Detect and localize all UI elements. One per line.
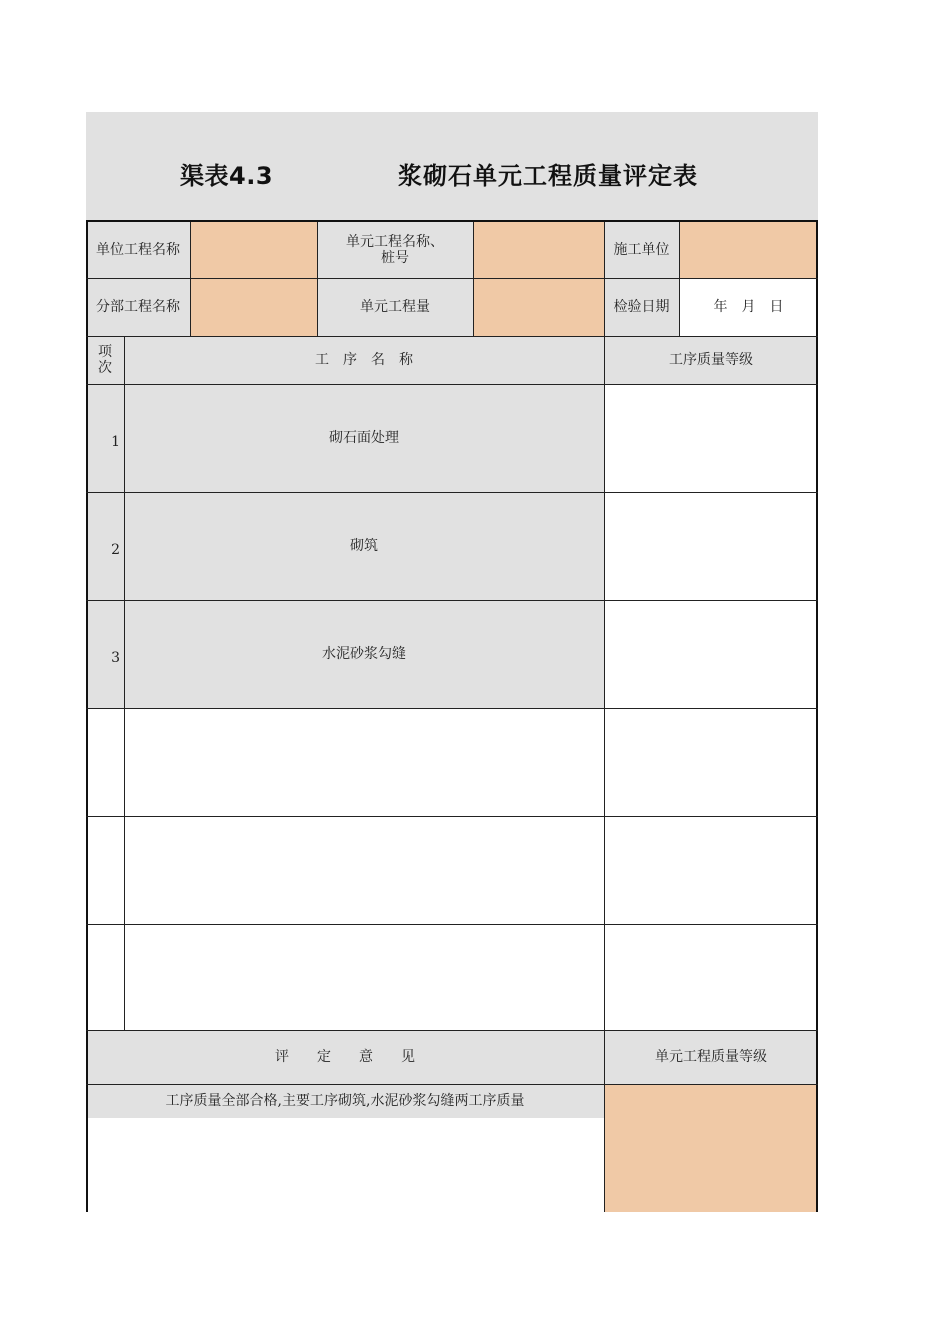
row-5-grade-input[interactable]: [604, 816, 818, 924]
inspection-date-field[interactable]: 年 月 日: [679, 278, 818, 336]
table-top-border: [86, 220, 818, 222]
row-5-process-name[interactable]: [124, 816, 604, 924]
element-quantity-input[interactable]: [473, 278, 604, 336]
element-quantity-label: 单元工程量: [317, 278, 473, 336]
form-title: 浆砌石单元工程质量评定表: [398, 162, 698, 190]
element-project-label-line1: 单元工程名称、: [346, 234, 444, 250]
grid-line: [473, 222, 474, 336]
grid-line: [86, 924, 818, 925]
row-3-process-name: 水泥砂浆勾缝: [124, 600, 604, 708]
grid-line: [86, 492, 818, 493]
row-3-grade-input[interactable]: [604, 600, 818, 708]
opinion-text: 工序质量全部合格,主要工序砌筑,水泥砂浆勾缝两工序质量: [86, 1084, 604, 1118]
form-code: 渠表4.3: [180, 162, 274, 190]
grid-line: [86, 384, 818, 385]
element-project-input[interactable]: [473, 222, 604, 278]
grid-line: [190, 222, 191, 336]
opinion-extra-area: [86, 1118, 604, 1212]
element-project-label: [317, 222, 473, 278]
element-project-label-line2: 桩号: [381, 250, 409, 266]
row-4-index: [86, 708, 124, 816]
unit-grade-label: 单元工程质量等级: [604, 1030, 818, 1084]
row-6-index: [86, 924, 124, 1030]
row-5-index: [86, 816, 124, 924]
inspection-date-label: 检验日期: [604, 278, 679, 336]
grid-line: [86, 278, 818, 279]
row-1-index: 1: [86, 384, 124, 492]
row-6-process-name[interactable]: [124, 924, 604, 1030]
row-1-process-name: 砌石面处理: [124, 384, 604, 492]
table-right-border: [816, 220, 818, 1212]
grid-line: [86, 816, 818, 817]
title-band: [86, 112, 818, 220]
index-column-header: [86, 336, 124, 384]
contractor-label: 施工单位: [604, 222, 679, 278]
row-3-index: 3: [86, 600, 124, 708]
unit-project-input[interactable]: [190, 222, 317, 278]
index-header-line1: 项: [98, 344, 112, 360]
contractor-input[interactable]: [679, 222, 818, 278]
sub-project-label: 分部工程名称: [86, 278, 190, 336]
grid-line: [86, 600, 818, 601]
grid-line: [86, 336, 818, 337]
grid-line: [86, 1030, 818, 1031]
process-name-column-header: 工 序 名 称: [124, 336, 604, 384]
process-grade-column-header: 工序质量等级: [604, 336, 818, 384]
row-6-grade-input[interactable]: [604, 924, 818, 1030]
row-1-grade-input[interactable]: [604, 384, 818, 492]
row-4-grade-input[interactable]: [604, 708, 818, 816]
unit-project-label: 单位工程名称: [86, 222, 190, 278]
unit-grade-input[interactable]: [604, 1084, 818, 1212]
grid-line: [604, 336, 605, 1212]
grid-line: [317, 222, 318, 336]
table-left-border: [86, 220, 88, 1212]
grid-line: [604, 222, 605, 336]
grid-line: [86, 1084, 818, 1085]
row-4-process-name[interactable]: [124, 708, 604, 816]
grid-line: [124, 336, 125, 1030]
row-2-process-name: 砌筑: [124, 492, 604, 600]
grid-line: [86, 708, 818, 709]
grid-line: [679, 222, 680, 336]
sub-project-input[interactable]: [190, 278, 317, 336]
evaluation-form-sheet: [86, 112, 818, 1212]
row-2-index: 2: [86, 492, 124, 600]
opinion-label: 评 定 意 见: [86, 1030, 604, 1084]
index-header-line2: 次: [98, 360, 112, 376]
row-2-grade-input[interactable]: [604, 492, 818, 600]
